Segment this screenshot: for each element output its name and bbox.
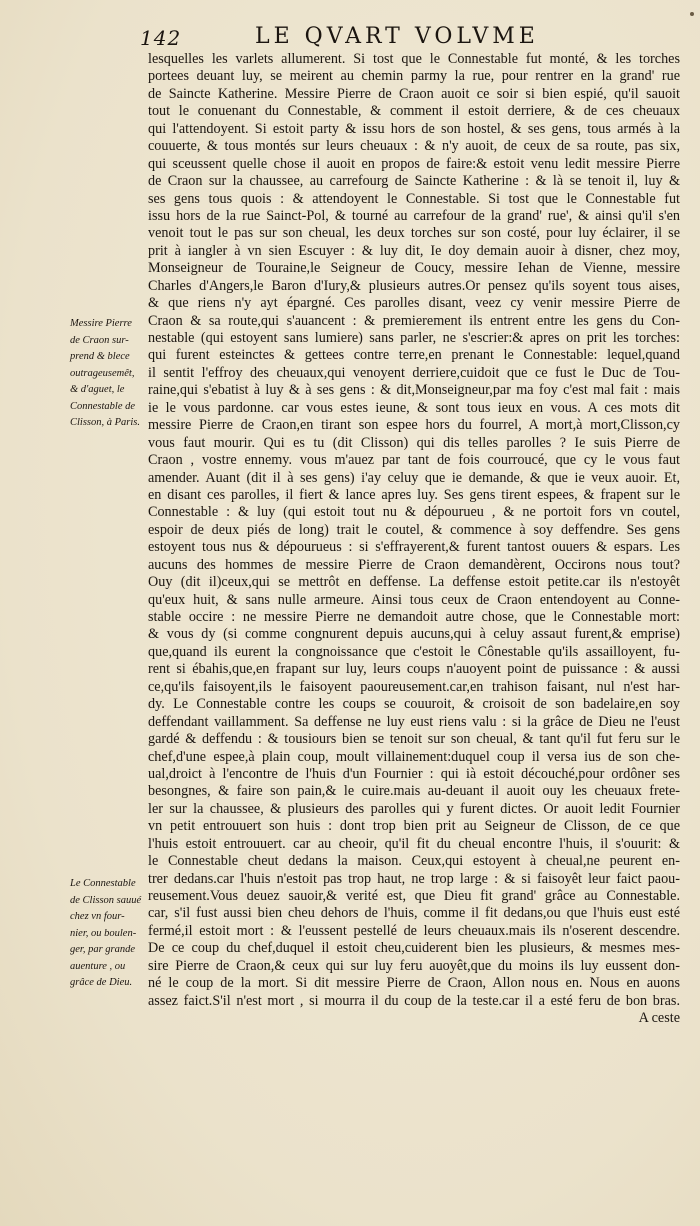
margin-note-line: chez vn four- [70, 911, 125, 922]
text-line: estoyent tous nus & dépourueus : si s'effrayerent,& furent tantost ouuers & espars. Les [148, 539, 680, 556]
text-line: sire Pierre de Craon,& ceux qui sur luy feru auoyêt,que du moins ils luy eussent don- [148, 957, 680, 974]
text-line: vn petit entrouuert son huis : dont trop bien prit au Seigneur de Clisson, de ce que [148, 818, 680, 835]
main-text-block [148, 51, 680, 1028]
text-line: deffendant vaillamment. Sa deffense ne luy eust riens valu : si la grâce de Dieu ne l'eust [148, 713, 680, 730]
text-line: Monseigneur de Touraine,le Seigneur de Coucy, messire Iehan de Vienne, messire [148, 260, 680, 277]
text-line: ual,droict à l'encontre de l'huis d'un Fournier : qui ià estoit découché,pour ordôner ses [148, 765, 680, 782]
text-line: ses gens tous quois : & attendoyent le Connestable. Si tost que le Connestable fut [148, 190, 680, 207]
text-line: Craon & sa route,qui s'auancent : & premierement ils entrent entre les gens du Con- [148, 312, 680, 329]
text-line: fermé,il estoit mort : & l'eussent pestellé de leurs cheuaux.mais ils n'oserent descendre. [148, 922, 680, 939]
text-line: le Connestable cheut dedans la maison. Ceux,qui estoyent à cheual,ne peurent en- [148, 853, 680, 870]
text-line: amender. Auant (dit il à ses gens) i'ay celuy que ie demande, & que ie veux auoir. Et, [148, 469, 680, 486]
running-title: LE QVART VOLVME [255, 24, 539, 49]
text-line: nestable (qui estoyent sans lumiere) sans parler, ne s'escrier:& apres on prit les torches: [148, 330, 680, 346]
margin-note-line: grâce de Dieu. [70, 977, 133, 988]
text-line: car, s'il fust aussi bien cheu dehors de l'huis, comme il fit dedans,ou que l'huis eust esté [148, 905, 680, 922]
text-line: portees deuant luy, se meirent au chemin parmy la rue, pour rentrer en la grand' rue [148, 68, 680, 85]
text-line: ie le vous pardonne. car vous estes ieune, & sont tous ieux en vous. A ces mots dit [148, 399, 680, 416]
text-line: couuerte, & tous montés sur leurs cheuaux : & n'y auoit, de ceux de sa route, pas six, [148, 138, 680, 155]
text-line: en disant ces parolles, il fiert & lance apres luy. Ses gens tirent espees, & frapent sur le [148, 486, 680, 503]
text-line: vous faut mourir. Qui es tu (dit Clisson) qui dis telles parolles ? Ie suis Pierre de [148, 434, 680, 451]
text-line: lesquelles les varlets allumerent. Si tost que le Connestable fut monté, & les torches [148, 51, 680, 67]
text-line: tout le conuenant du Connestable, & comment il estoit derriere, & de ces cheuaux [148, 103, 680, 120]
text-line: ce,qu'ils faisoyent,ils le faisoyent paoureusement.car,en trahison faisant, nul n'est har- [148, 678, 680, 695]
text-line: reusement.Vous deuez sauoir,& verité est, que Dieu fit grand' grâce au Connestable. [148, 888, 680, 904]
margin-note-line: Messire Pierre [70, 318, 132, 329]
text-line: assez faict.S'il n'est mort , si mourra il du coup de la teste.car il a esté feru de bon bras. [148, 992, 680, 1009]
margin-note-clisson-saved [70, 876, 148, 992]
text-line: qui furent esteinctes & gettees contre terre,en prenant le Connestable: lequel,quand [148, 347, 680, 364]
text-line: aucuns des hommes de messire Pierre de Craon demandèrent, Occirons nous tout? [148, 556, 680, 573]
margin-note-line: ger, par grande [70, 944, 136, 955]
text-line: Ouy (dit il)ceux,qui se mettrôt en deffense. La deffense estoit petite.car ils n'estoyêt [148, 574, 680, 591]
margin-note-line: de Clisson sauué [70, 894, 142, 906]
text-line: gardé & deffendu : & tousiours bien se tenoit sur son cheual, & tant qu'il fut feru sur le [148, 731, 680, 748]
text-line: De ce coup du chef,duquel il estoit cheu,cuiderent bien les plusieurs, & mesmes mes- [148, 940, 680, 957]
text-line: issu hors de la rue Sainct-Pol, & tourné au carrefour de la grand' rue', & ainsi qu'il s'en [148, 207, 680, 224]
text-line: stable occire : ne messire Pierre ne demandoit autre chose, que le Connestable mort: [148, 609, 680, 625]
text-line: il sentit l'effroy des cheuaux,qui venoyent derriere,cuidoit que ce fust le Duc de Tou- [148, 364, 680, 381]
margin-note-line: de Craon sur- [70, 334, 129, 346]
text-line: né le coup de la mort. Si dit messire Pierre de Craon, Allon nous en. Nous en auons [148, 975, 680, 992]
text-line: espoir de deux piés de long) trait le coutel, & commence à soy deffendre. Ses gens [148, 521, 680, 538]
margin-note-line: Connestable de [70, 400, 136, 412]
page-header [140, 22, 685, 52]
text-line: l'huis estoit entrouuert. car au cheoir, qu'il fit du cheual encontre l'huis, il s'ouurit: & [148, 835, 680, 852]
text-line: Charles d'Angers,le Baron d'Iury,& plusieurs autres.Or pensez qu'ils soyent tous aises, [148, 277, 680, 294]
text-line: raine,qui s'ebatist à luy & à ses gens : & dit,Monseigneur,par ma foy c'est mal fait : mais [148, 382, 680, 399]
margin-note-line: auenture , ou [70, 960, 126, 972]
text-line: chef,d'une espee,à plain coup, moult villainement:duquel coup il versa ius de son che- [148, 748, 680, 765]
margin-note-line: prend & blece [70, 351, 130, 362]
text-line: besongnes, & faire son pain,& le cuire.mais au-deuant il auoit ouy les cheuaux frete- [148, 783, 680, 800]
text-line: de Saincte Katherine. Messire Pierre de Craon auoit ce soir si bien espié, qu'il sauoit [148, 85, 680, 102]
text-line: messire Pierre de Craon,en tirant son espee hors du fourrel, A mort,à mort,Clisson,cy [148, 417, 680, 434]
margin-note-line: Clisson, à Paris. [70, 417, 141, 428]
text-line: Connestable : & luy (qui estoit tout nu & dépourueu , & ne portoit fors vn coutel, [148, 504, 680, 521]
text-line: & que riens n'y ayt épargné. Ces parolles disant, veez cy venir messire Pierre de [148, 295, 680, 312]
margin-note-line: nier, ou boulen- [70, 927, 137, 939]
text-line: que,quand ils eurent la congnoissance que c'estoit le Cônestable qu'ils assailloyent, fu- [148, 643, 680, 660]
text-line: trer dedans.car l'huis n'estoit pas trop haut, ne trop large : & si faisoyêt leur faict paou- [148, 870, 680, 887]
text-line: rent si ébahis,que,en frapant sur luy, leurs coups n'auoyent point de puissance : & aussi [148, 661, 680, 678]
text-line: qui sceussent quelle chose il auoit en propos de faire:& estoit venu ledit messire Pierre [148, 155, 680, 172]
margin-note-line: Le Connestable [70, 878, 136, 889]
page-number: 142 [140, 26, 182, 50]
margin-note-craon-attack [70, 316, 148, 432]
text-line: de Craon sur la chaussee, au carrefourg de Saincte Katherine : & là se tenoit il, luy & [148, 173, 680, 190]
text-line: prit à iangler à vn sien Escuyer : & luy dit, Ie doy demain auoir à disner, chez moy, [148, 242, 680, 259]
text-line: qui l'attendoyent. Si estoit party & issu hors de son hostel, & ses gens, tous armés à la [148, 120, 680, 137]
text-line: venoit tout le pas sur son cheual, les deux torches sur son costé, pour luy éclairer, il se [148, 225, 680, 242]
catchword: A ceste [638, 1010, 680, 1027]
page-edge-mark [690, 12, 694, 16]
margin-note-line: outrageusemêt, [70, 367, 135, 379]
text-line: qu'eux huit, & sans nulle armeure. Ainsi tous ceux de Craon entendoyent au Conne- [148, 591, 680, 608]
text-line: ler sur la chaussee, & plusieurs des parolles qui y furent dictes. Or auoit ledit Fournier [148, 800, 680, 817]
margin-note-line: & d'aguet, le [70, 384, 125, 395]
text-line: & vous dy (si comme congnurent depuis aucuns,qui à celuy assaut furent,& emprise) [148, 626, 680, 643]
text-line: dy. Le Connestable contre les coups se couuroit, & croisoit de son badelaire,en soy [148, 696, 680, 713]
text-line: Craon , vostre ennemy. vous m'auez par tant de fois courroucé, que cy le vous faut [148, 452, 680, 469]
